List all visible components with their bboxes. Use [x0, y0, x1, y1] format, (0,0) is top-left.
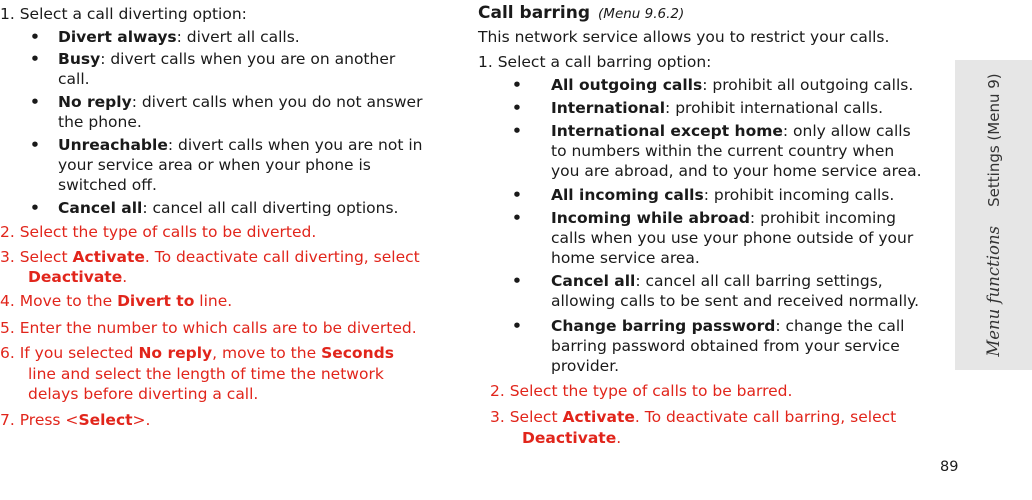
option-term: Incoming while abroad [551, 209, 750, 227]
option-term: Cancel all [551, 272, 636, 290]
step-1: 1. Select a call barring option: [478, 53, 712, 71]
bullet-icon: • [512, 272, 522, 290]
option-term: International [551, 99, 666, 117]
section-title: Call barring (Menu 9.6.2) [478, 3, 685, 23]
bullet-icon: • [512, 317, 522, 335]
side-tab [955, 60, 1032, 370]
subsection-label: Settings (Menu 9) [984, 73, 1003, 207]
step-6: 6. If you selected No reply, move to the Seconds [0, 344, 394, 362]
bullet-icon: • [30, 136, 40, 154]
bullet-icon: • [30, 93, 40, 111]
option-term: All outgoing calls [551, 76, 703, 94]
option-term: International except home [551, 122, 783, 140]
intro-text: This network service allows you to restrict your calls. [478, 28, 890, 46]
bullet-icon: • [30, 199, 40, 217]
step-5: 5. Enter the number to which calls are to be diverted. [0, 319, 417, 337]
option-term: Busy [58, 50, 101, 68]
bullet-icon: • [512, 186, 522, 204]
step-2: 2. Select the type of calls to be diverted. [0, 223, 317, 241]
step-3-cont: Deactivate. [522, 429, 622, 447]
step-1: 1. Select a call diverting option: [0, 5, 247, 23]
section-label: Menu functions [983, 225, 1003, 357]
option-term: No reply [58, 93, 132, 111]
bullet-icon: • [512, 76, 522, 94]
step-3-cont: Deactivate. [28, 268, 128, 286]
menu-reference: (Menu 9.6.2) [598, 6, 685, 22]
bullet-icon: • [512, 209, 522, 227]
step-3: 3. Select Activate. To deactivate call diverting, select [0, 248, 420, 266]
option-term: Change barring password [551, 317, 776, 335]
step-3: 3. Select Activate. To deactivate call barring, select [490, 408, 897, 426]
step-2: 2. Select the type of calls to be barred. [490, 382, 793, 400]
step-7: 7. Press <Select>. [0, 411, 151, 429]
bullet-icon: • [512, 99, 522, 117]
option-term: Divert always [58, 28, 177, 46]
option-term: All incoming calls [551, 186, 704, 204]
bullet-icon: • [30, 28, 40, 46]
step-4: 4. Move to the Divert to line. [0, 292, 233, 310]
option-term: Unreachable [58, 136, 168, 154]
bullet-icon: • [30, 50, 40, 68]
page-number: 89 [940, 459, 959, 475]
bullet-icon: • [512, 122, 522, 140]
option-term: Cancel all [58, 199, 143, 217]
